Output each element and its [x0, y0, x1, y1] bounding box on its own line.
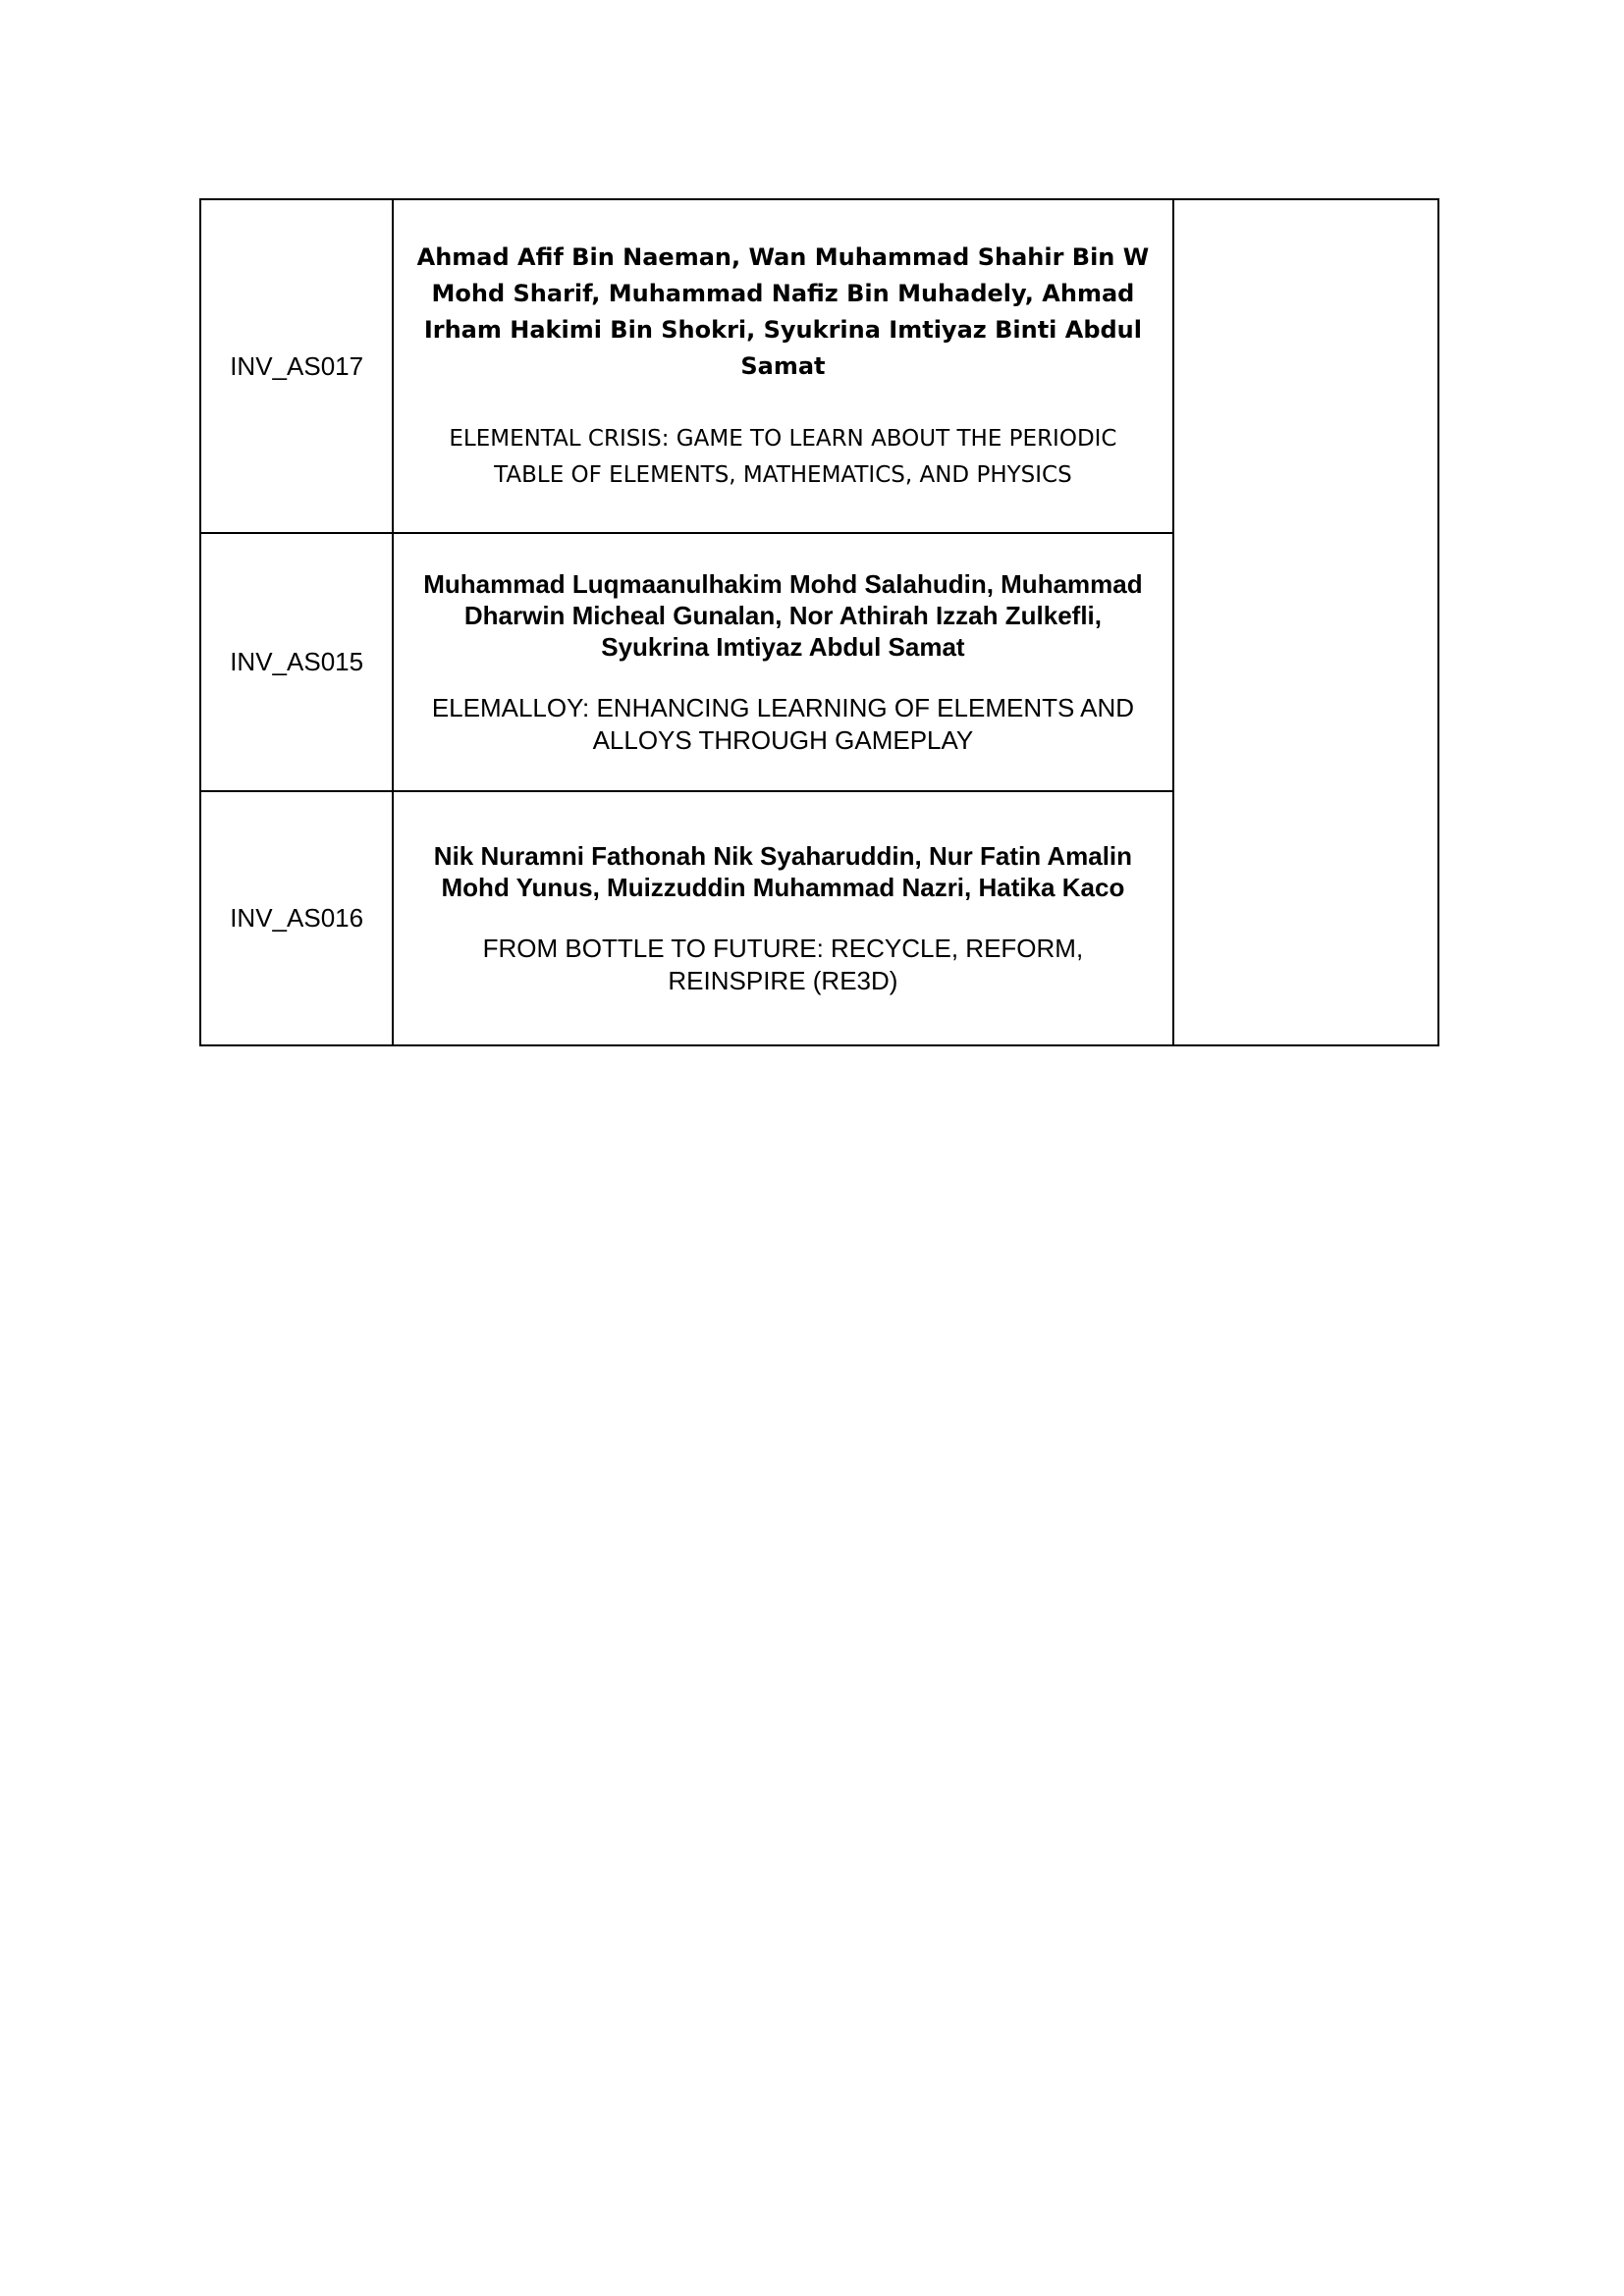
entry-title: FROM BOTTLE TO FUTURE: RECYCLE, REFORM, REINSPIRE (RE3D) [482, 933, 1084, 995]
entry-description [393, 533, 1172, 791]
entry-title: ELEMALLOY: ENHANCING LEARNING OF ELEMENTS AND ALLOYS THROUGH GAMEPLAY [431, 692, 1135, 755]
entry-description [393, 199, 1172, 533]
entry-authors: Ahmad Afif Bin Naeman, Wan Muhammad Shahir Bin W Mohd Sharif, Muhammad Nafiz Bin Muhadely, Ahmad Irham Hakimi Bin Shokri, Syukrina Imtiyaz Binti Abdul Samat [416, 242, 1150, 380]
table-row [200, 199, 1438, 533]
entry-description [393, 791, 1172, 1045]
entries-table [199, 198, 1439, 1046]
entry-authors: Muhammad Luqmaanulhakim Mohd Salahudin, Muhammad Dharwin Micheal Gunalan, Nor Athirah Izzah Zulkefli, Syukrina Imtiyaz Abdul Samat [423, 568, 1143, 662]
empty-merged-cell [1173, 199, 1438, 1045]
entry-authors: Nik Nuramni Fathonah Nik Syaharuddin, Nur Fatin Amalin Mohd Yunus, Muizzuddin Muhammad Nazri, Hatika Kaco [433, 840, 1133, 902]
entry-title: ELEMENTAL CRISIS: GAME TO LEARN ABOUT THE PERIODIC TABLE OF ELEMENTS, MATHEMATICS, AND PHYSICS [449, 425, 1117, 488]
entry-code: INV_AS016 [200, 791, 393, 1045]
entry-code: INV_AS015 [200, 533, 393, 791]
entry-code: INV_AS017 [200, 199, 393, 533]
